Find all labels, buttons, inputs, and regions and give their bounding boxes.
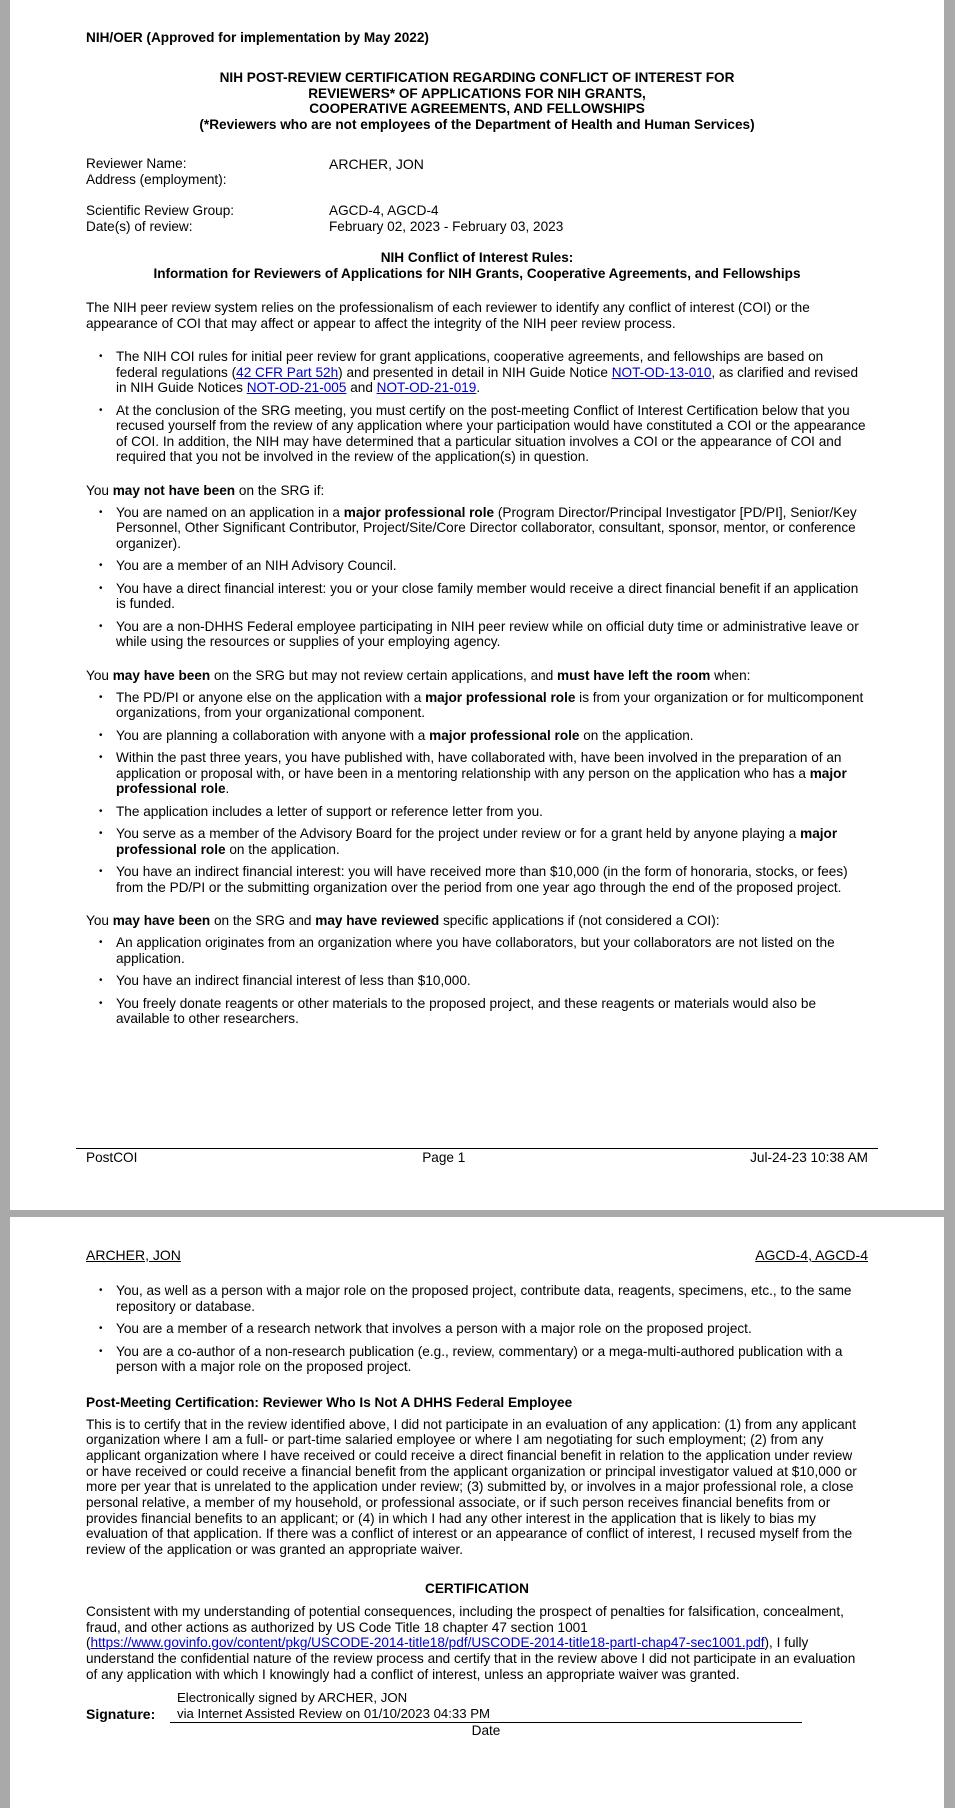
may-not-have-been-list <box>86 505 868 650</box>
must-have-left-room-list <box>86 690 868 896</box>
rules-heading <box>86 250 868 282</box>
text: , as clarified and revised in NIH Guide Notices <box>116 364 859 395</box>
certification-heading: Post-Meeting Certification: Reviewer Who Is Not A DHHS Federal Employee <box>86 1394 573 1410</box>
list-item <box>116 505 868 552</box>
not-od-21-005-link[interactable]: NOT-OD-21-005 <box>246 380 347 395</box>
list-item: • You are a member of an NIH Advisory Council. <box>116 558 868 574</box>
text: You are planning a collaboration with anyone with a <box>116 727 430 743</box>
list-item: • You have a direct financial interest: you or your close family member would receive a direct financial benefit if an application is funded. <box>116 581 868 612</box>
signature-field <box>170 1690 802 1723</box>
not-od-13-010-link[interactable]: NOT-OD-13-010 <box>611 364 712 380</box>
running-header <box>86 1247 868 1263</box>
list-item: • An application originates from an organization where you have collaborators, but your collaborators are not listed on the application. <box>116 935 868 966</box>
review-dates-label: Date(s) of review: <box>86 219 193 234</box>
certification-title: CERTIFICATION <box>425 1580 529 1596</box>
reviewer-info <box>86 156 868 235</box>
text: may have been <box>112 913 211 928</box>
text: specific applications if (not considered a COI): <box>439 913 720 928</box>
list-item: • You have an indirect financial interest: you will have received more than $10,000 (in the form of honoraria, stocks, or fees) from the PD/PI or the submitting organization over the period from one year ago through the end of the proposed project. <box>116 864 868 895</box>
footer-timestamp: Jul-24-23 10:38 AM <box>750 1150 868 1165</box>
coi-rules-list <box>86 349 868 465</box>
text: on the application. <box>579 727 694 743</box>
text: must have left the room <box>557 667 711 683</box>
signature-line-2: via Internet Assisted Review on 01/10/2023 04:33 PM <box>177 1706 491 1722</box>
certification-text: This is to certify that in the review identified above, I did not participate in an evaluation of any application: (1) from any applicant organization where I am a full- or part-time salaried employee or where I am negotiating for such employment; (2) from any applicant organization where I have received or could receive a direct financial benefit in relation to the application under review or have received or could receive a financial benefit from the applicant organization or principal investigator valued at $10,000 or more per year that is unrelated to the application under review; (3) submitted by, or involves in a major professional role, a close personal relative, a member of my household, or professional associate, or if such person receives financial benefits from or provides financial benefits to an applicant; or (4) in which I had any other interest in the application that is likely to bias my evaluation of that application. If there was a conflict of interest or an appearance of conflict of interest, I recused myself from the review of the application or was granted an appropriate waiver. <box>86 1416 857 1558</box>
text: on the SRG if: <box>235 482 325 498</box>
rules-title: NIH Conflict of Interest Rules: <box>380 250 574 265</box>
list-item: • You freely donate reagents or other materials to the proposed project, and these reagents or materials would also be available to other researchers. <box>116 996 868 1027</box>
text: major professional role <box>343 504 495 520</box>
may-have-reviewed-list <box>86 935 868 1027</box>
signature-line-1: Electronically signed by ARCHER, JON <box>177 1690 408 1706</box>
text: Within the past three years, you have published with, have collaborated with, have been involved in the preparation of an application or proposal with, or have been in a mentoring relationship with any person on the application who has a <box>116 750 842 781</box>
text: ) and presented in detail in NIH Guide Notice <box>338 364 612 380</box>
signature-label: Signature: <box>86 1706 156 1723</box>
reviewer-name-label: Reviewer Name: <box>86 156 187 171</box>
rules-subtitle: Information for Reviewers of Applications for NIH Grants, Cooperative Agreements, and Fellowships <box>153 266 801 281</box>
address-label: Address (employment): <box>86 172 227 187</box>
section-must-have-left-room <box>86 668 868 684</box>
text: You <box>86 667 113 683</box>
text: major professional role <box>116 826 838 857</box>
us-code-link[interactable]: https://www.govinfo.gov/content/pkg/USCODE-2014-title18/pdf/USCODE-2014-title18-partI-chap47-sec1001.pdf <box>90 1635 765 1651</box>
document-title <box>86 70 868 132</box>
not-od-21-019-link[interactable]: NOT-OD-21-019 <box>376 380 477 395</box>
title-line: (*Reviewers who are not employees of the Department of Health and Human Services) <box>199 116 755 132</box>
text: may not have been <box>112 482 236 498</box>
list-item: • You are a co-author of a non-research publication (e.g., review, commentary) or a mega-multi-authored publication with a person with a major role on the proposed project. <box>116 1344 868 1375</box>
text: on the application. <box>225 841 340 857</box>
text: The PD/PI or anyone else on the application with a <box>116 689 426 705</box>
text: on the SRG and <box>210 913 316 928</box>
text: when: <box>710 667 751 683</box>
signature-row <box>86 1690 868 1723</box>
reviewer-name-value: ARCHER, JON <box>329 156 424 172</box>
list-item: • You are a member of a research network that involves a person with a major role on the proposed project. <box>116 1321 868 1337</box>
list-item: • You are a non-DHHS Federal employee participating in NIH peer review while on official duty time or administrative leave or while using the resources or supplies of your employing agency. <box>116 619 868 650</box>
text: (Program Director/Principal Investigator [PD/PI], Senior/Key Personnel, Other Significant Contributor, Project/Site/Core Director collaborator, consultant, sponsor, mentor, or conference organizer). <box>116 504 857 551</box>
document-page-2 <box>10 1217 944 1808</box>
text: . <box>476 380 481 395</box>
text: is from your organization or for multicomponent organizations, from your organizational component. <box>116 689 864 720</box>
text: You <box>86 482 113 498</box>
list-item: • You have an indirect financial interest of less than $10,000. <box>116 973 868 989</box>
text: You are named on an application in a <box>116 504 344 520</box>
document-page-1 <box>10 0 944 1210</box>
text: ), I fully understand the confidential nature of the review process and certify that in the review above I did not participate in an evaluation of any application with which I knowingly had a conflict of interest, unless an appropriate waiver was granted. <box>86 1635 856 1682</box>
text: on the SRG but may not review certain applications, and <box>210 667 558 683</box>
cfr-link[interactable]: 42 CFR Part 52h <box>236 364 339 380</box>
section-may-not-have-been <box>86 483 868 499</box>
title-line: NIH POST-REVIEW CERTIFICATION REGARDING CONFLICT OF INTEREST FOR <box>219 70 735 85</box>
list-item: • At the conclusion of the SRG meeting, you must certify on the post-meeting Conflict of Interest Certification below that you recused yourself from the review of any application where your participation would have constituted a COI or the appearance of COI. In addition, the NIH may have determined that a particular situation involves a COI or the appearance of COI and required that you not be involved in the review of the application(s) in question. <box>116 403 868 465</box>
srg-row <box>86 203 868 219</box>
review-dates-value: February 02, 2023 - February 03, 2023 <box>329 219 564 234</box>
text: major professional role <box>425 689 576 705</box>
text: Consistent with my understanding of potential consequences, including the prospect of penalties for falsification, concealment, fraud, and other actions as authorized by US Code Title 18 chapter 47 section 1001 ( <box>86 1603 844 1651</box>
list-item <box>116 728 868 744</box>
reviewer-name-row <box>86 156 868 172</box>
text: and <box>346 380 377 395</box>
section-may-have-reviewed <box>86 913 868 929</box>
title-line: COOPERATIVE AGREEMENTS, AND FELLOWSHIPS <box>309 101 645 116</box>
address-row <box>86 172 868 188</box>
text: . <box>225 781 230 796</box>
list-item <box>116 750 868 797</box>
text: major professional role <box>429 727 580 743</box>
final-certification-paragraph <box>86 1604 868 1683</box>
srg-label: Scientific Review Group: <box>86 203 235 218</box>
date-label: Date <box>471 1723 501 1739</box>
running-header-srg: AGCD-4, AGCD-4 <box>755 1247 868 1263</box>
list-item <box>116 826 868 857</box>
text: You serve as a member of the Advisory Board for the project under review or for a grant held by anyone playing a <box>116 826 801 841</box>
text: major professional role <box>116 765 847 796</box>
running-header-name: ARCHER, JON <box>86 1247 181 1263</box>
list-item: • You, as well as a person with a major role on the proposed project, contribute data, reagents, specimens, etc., to the same repository or database. <box>116 1283 868 1314</box>
text: may have reviewed <box>315 913 440 928</box>
review-dates-row <box>86 219 868 235</box>
list-item <box>116 690 868 721</box>
intro-paragraph: The NIH peer review system relies on the professionalism of each reviewer to identify any conflict of interest (COI) or the appearance of COI that may affect or appear to affect the integrity of the NIH peer review process. <box>86 300 810 331</box>
continued-list <box>86 1283 868 1375</box>
list-item <box>116 349 868 396</box>
text: You <box>86 913 113 928</box>
text: The NIH COI rules for initial peer review for grant applications, cooperative agreements, and fellowships are based on federal regulations ( <box>116 349 824 380</box>
srg-value: AGCD-4, AGCD-4 <box>329 203 439 218</box>
text: may have been <box>112 667 211 683</box>
title-line: REVIEWERS* OF APPLICATIONS FOR NIH GRANTS, <box>308 85 646 101</box>
form-approval-header: NIH/OER (Approved for implementation by May 2022) <box>86 30 429 45</box>
list-item: • The application includes a letter of support or reference letter from you. <box>116 804 868 820</box>
footer-page-number: Page 1 <box>422 1150 466 1165</box>
page-footer <box>76 1148 878 1166</box>
footer-form-id: PostCOI <box>86 1150 138 1165</box>
